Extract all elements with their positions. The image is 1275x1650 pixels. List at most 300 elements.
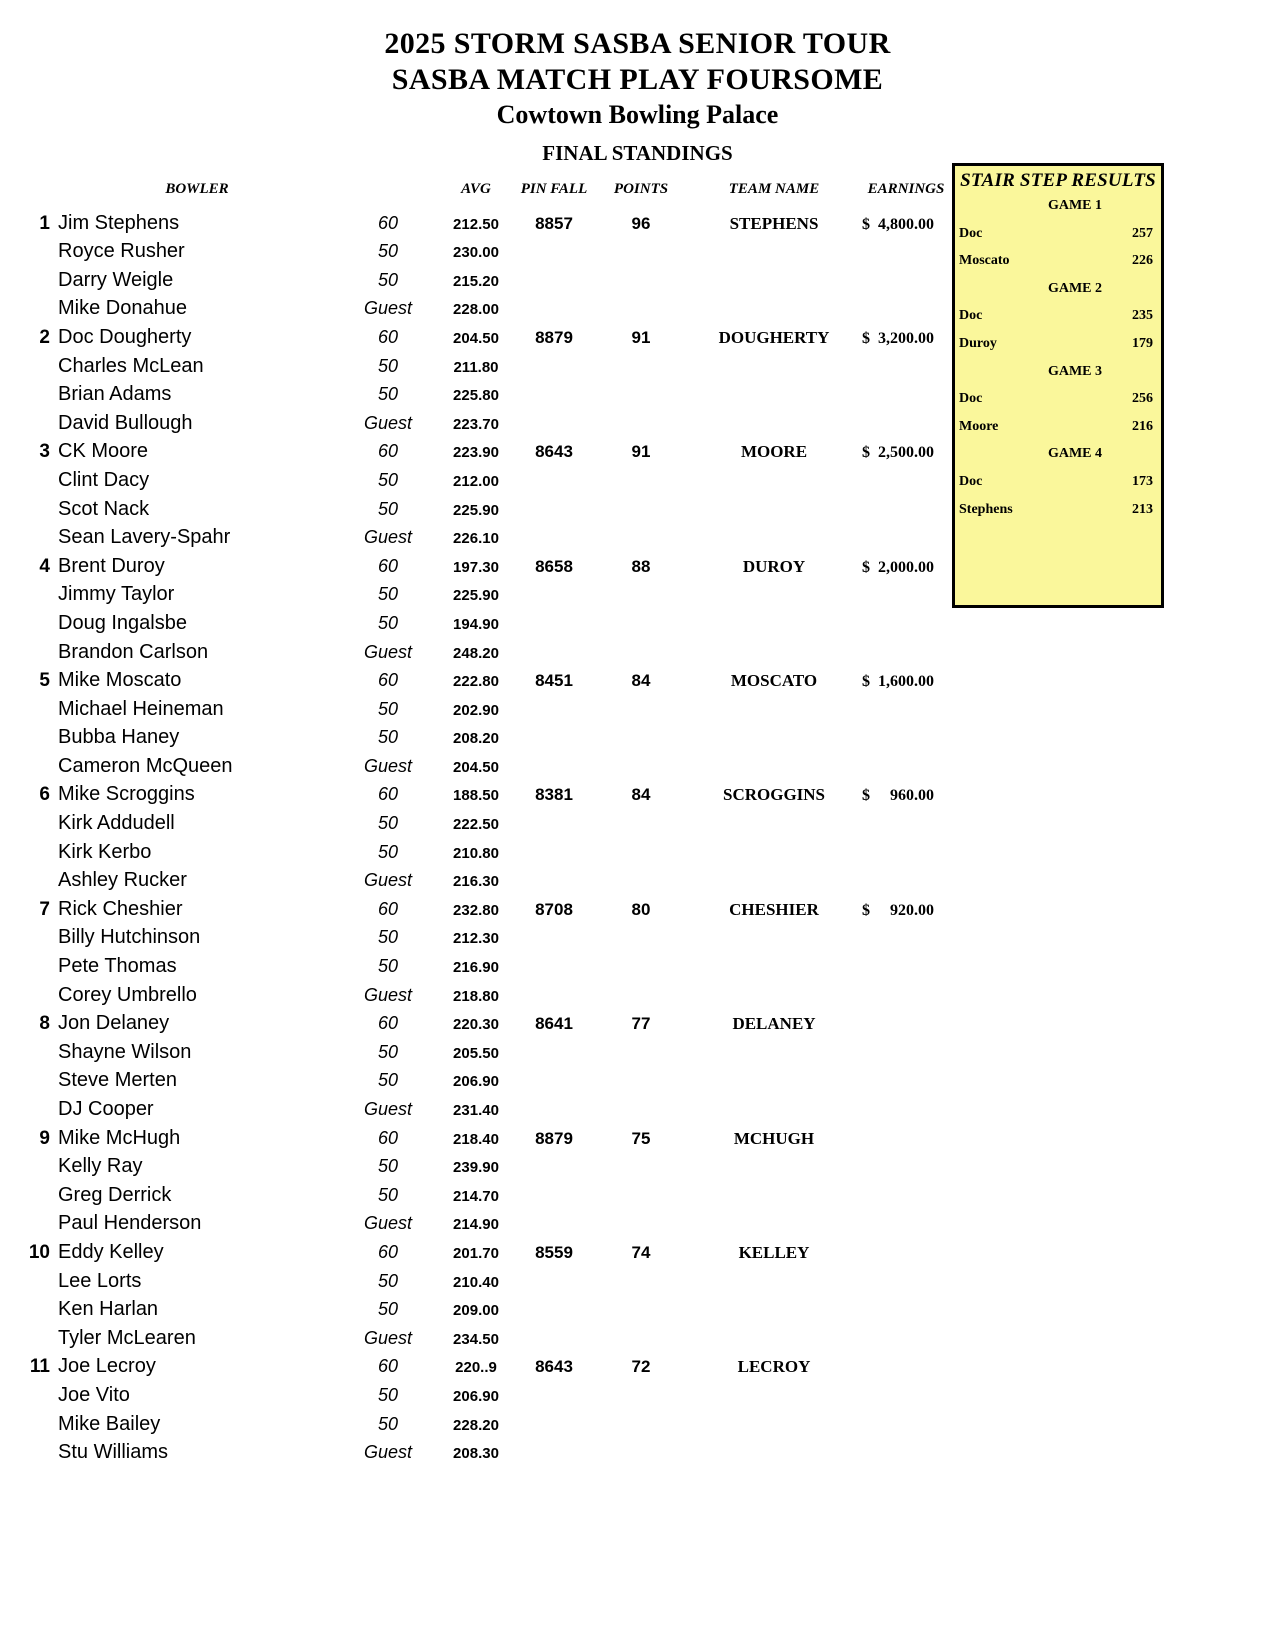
team-pin-fall: [512, 1325, 596, 1354]
stair-step-bowler-name: Duroy: [959, 335, 997, 351]
team-name: [686, 839, 862, 868]
team-points: [596, 953, 686, 982]
team-rank: [0, 953, 58, 982]
table-row: [0, 1210, 950, 1239]
bowler-type: 60: [377, 1241, 399, 1262]
bowler-average: 231.40: [453, 1102, 499, 1119]
team-points: [596, 1039, 686, 1068]
table-row: [0, 1039, 950, 1068]
bowler-average: 211.80: [453, 358, 499, 376]
bowler-average: 212.30: [453, 930, 499, 948]
team-earnings: [862, 810, 950, 839]
team-points: [596, 1325, 686, 1354]
team-earnings: [862, 410, 950, 439]
table-row: [0, 496, 950, 525]
table-row: [0, 1010, 950, 1039]
team-name: DOUGHERTY: [718, 327, 830, 347]
team-earnings: [862, 267, 950, 296]
table-row: [0, 1125, 950, 1154]
team-points: [596, 524, 686, 553]
team-points: [596, 1210, 686, 1239]
team-earnings: $ 1,600.00: [862, 673, 934, 691]
team-name: [686, 1268, 862, 1297]
team-earnings: [862, 524, 950, 553]
bowler-average: 225.80: [453, 387, 499, 405]
team-earnings: [862, 238, 950, 267]
team-points: [596, 1153, 686, 1182]
bowler-type: 50: [377, 956, 399, 977]
team-name: [686, 753, 862, 782]
bowler-type: 60: [377, 212, 399, 233]
table-row: [0, 953, 950, 982]
bowler-type: Guest: [363, 1442, 413, 1463]
table-row: [0, 353, 950, 382]
team-earnings: [862, 1268, 950, 1297]
bowler-name: Shayne Wilson: [58, 1040, 192, 1063]
bowler-name: Scot Nack: [58, 497, 150, 520]
team-name: KELLEY: [738, 1242, 810, 1262]
team-rank: [0, 724, 58, 753]
table-row: [0, 1067, 950, 1096]
team-points: [596, 410, 686, 439]
team-pin-fall: [512, 238, 596, 267]
bowler-type: 60: [377, 898, 399, 919]
bowler-average: 210.40: [453, 1273, 499, 1291]
team-points: [596, 753, 686, 782]
team-earnings: [862, 1325, 950, 1354]
team-earnings: [862, 839, 950, 868]
team-rank: [0, 524, 58, 553]
column-header-earnings: EARNINGS: [867, 181, 945, 197]
bowler-type: Guest: [363, 755, 413, 776]
team-points: 84: [631, 671, 651, 691]
team-name: [686, 810, 862, 839]
table-row: [0, 210, 950, 239]
team-rank: [0, 1325, 58, 1354]
team-pin-fall: [512, 381, 596, 410]
team-points: [596, 381, 686, 410]
team-rank: 1: [39, 212, 50, 234]
team-pin-fall: 8708: [535, 899, 573, 919]
table-row: [0, 1439, 950, 1468]
bowler-name: Doug Ingalsbe: [58, 611, 187, 634]
team-earnings: [862, 610, 950, 639]
bowler-average: 197.30: [453, 558, 499, 576]
team-points: 77: [631, 1014, 651, 1034]
table-row: [0, 267, 950, 296]
bowler-average: 202.90: [453, 701, 499, 719]
bowler-name: Cameron McQueen: [58, 754, 233, 777]
bowler-type: 50: [377, 1384, 399, 1405]
bowler-average: 209.00: [453, 1302, 499, 1320]
team-earnings: [862, 696, 950, 725]
column-header-points: POINTS: [613, 181, 669, 197]
bowler-type: 50: [377, 241, 399, 262]
team-rank: 8: [39, 1013, 50, 1035]
bowler-name: Ashley Rucker: [58, 869, 187, 892]
team-name: [686, 1096, 862, 1125]
stair-step-score: 235: [1132, 308, 1153, 324]
team-earnings: [862, 1296, 950, 1325]
team-rank: [0, 496, 58, 525]
bowler-type: Guest: [363, 1099, 413, 1119]
team-earnings: [862, 1010, 950, 1039]
bowler-average: 212.50: [453, 215, 499, 233]
bowler-name: Brent Duroy: [58, 554, 165, 577]
team-points: 80: [631, 899, 651, 919]
table-row: [0, 753, 950, 782]
team-earnings: [862, 1239, 950, 1268]
table-row: [0, 696, 950, 725]
table-row: [0, 1153, 950, 1182]
bowler-average: 188.50: [453, 787, 499, 805]
team-name: MCHUGH: [733, 1128, 815, 1148]
team-pin-fall: 8658: [535, 556, 573, 576]
stair-step-bowler-name: Stephens: [959, 501, 1013, 517]
team-pin-fall: [512, 524, 596, 553]
bowler-average: 218.80: [453, 987, 499, 1005]
team-rank: [0, 696, 58, 725]
team-rank: [0, 1096, 58, 1125]
team-pin-fall: [512, 810, 596, 839]
team-pin-fall: 8857: [535, 213, 573, 233]
team-earnings: $ 2,500.00: [862, 444, 934, 462]
bowler-average: 225.90: [453, 587, 499, 605]
team-pin-fall: [512, 1439, 596, 1468]
table-row: [0, 381, 950, 410]
team-rank: [0, 467, 58, 496]
team-pin-fall: [512, 1268, 596, 1297]
event-title: SASBA MATCH PLAY FOURSOME: [391, 63, 884, 96]
team-name: [686, 295, 862, 324]
stair-step-bowler-name: Doc: [959, 225, 983, 241]
team-pin-fall: [512, 724, 596, 753]
bowler-average: 205.50: [453, 1044, 499, 1062]
team-pin-fall: [512, 1096, 596, 1125]
team-pin-fall: 8451: [535, 671, 573, 691]
team-pin-fall: 8381: [535, 785, 573, 805]
table-row: [0, 724, 950, 753]
team-rank: 7: [39, 898, 50, 920]
team-points: 84: [631, 785, 651, 805]
team-rank: 4: [39, 555, 50, 577]
team-rank: [0, 839, 58, 868]
stair-step-row: [955, 247, 1161, 275]
team-points: [596, 839, 686, 868]
team-earnings: [862, 1096, 950, 1125]
bowler-name: Jon Delaney: [58, 1012, 170, 1035]
table-row: [0, 581, 950, 610]
column-header-pin-fall: PIN FALL: [520, 181, 588, 197]
team-pin-fall: [512, 1296, 596, 1325]
team-pin-fall: 8641: [535, 1014, 573, 1034]
bowler-name: Pete Thomas: [58, 955, 177, 978]
stair-step-score: 226: [1132, 253, 1153, 269]
bowler-name: Rick Cheshier: [58, 897, 183, 920]
team-earnings: [862, 1067, 950, 1096]
team-rank: 5: [39, 670, 50, 692]
bowler-type: 50: [377, 1413, 399, 1434]
team-points: 91: [631, 327, 651, 347]
bowler-type: 60: [377, 670, 399, 691]
bowler-average: 206.90: [453, 1387, 499, 1405]
table-row: [0, 1096, 950, 1125]
team-pin-fall: [512, 1382, 596, 1411]
team-rank: [0, 639, 58, 668]
stair-step-row: [955, 385, 1161, 413]
team-rank: [0, 1067, 58, 1096]
team-points: [596, 1296, 686, 1325]
bowler-type: Guest: [363, 984, 413, 1005]
bowler-average: 194.90: [453, 615, 499, 633]
team-name: [686, 696, 862, 725]
team-name: [686, 953, 862, 982]
bowler-name: Charles McLean: [58, 354, 204, 377]
team-name: [686, 1153, 862, 1182]
team-earnings: [862, 1182, 950, 1211]
team-name: [686, 581, 862, 610]
team-pin-fall: 8879: [535, 327, 573, 347]
bowler-name: Royce Rusher: [58, 240, 185, 263]
team-name: [686, 381, 862, 410]
table-row: [0, 839, 950, 868]
team-name: [686, 524, 862, 553]
bowler-type: 50: [377, 698, 399, 719]
stair-step-row: [955, 413, 1161, 441]
team-name: MOORE: [740, 442, 808, 462]
team-points: 91: [631, 442, 651, 462]
team-earnings: [862, 1125, 950, 1154]
team-pin-fall: [512, 581, 596, 610]
table-row: [0, 410, 950, 439]
team-name: [686, 467, 862, 496]
table-row: [0, 982, 950, 1011]
team-points: [596, 1382, 686, 1411]
team-name: [686, 1067, 862, 1096]
bowler-name: Lee Lorts: [58, 1269, 142, 1292]
bowler-average: 218.40: [453, 1130, 499, 1148]
table-row: [0, 1239, 950, 1268]
table-row: [0, 295, 950, 324]
bowler-average: 223.90: [453, 444, 499, 462]
team-points: [596, 724, 686, 753]
bowler-type: 60: [377, 1127, 399, 1148]
team-name: [686, 496, 862, 525]
team-points: [596, 924, 686, 953]
team-points: 72: [631, 1357, 651, 1377]
bowler-name: Billy Hutchinson: [58, 926, 201, 949]
team-pin-fall: [512, 295, 596, 324]
bowler-type: 60: [377, 1356, 399, 1377]
team-name: [686, 353, 862, 382]
bowler-type: Guest: [363, 641, 413, 662]
team-points: [596, 581, 686, 610]
team-name: [686, 1296, 862, 1325]
table-row: [0, 781, 950, 810]
table-row: [0, 810, 950, 839]
team-pin-fall: 8559: [535, 1242, 573, 1262]
bowler-name: DJ Cooper: [58, 1098, 154, 1120]
team-points: [596, 1096, 686, 1125]
team-points: [596, 1268, 686, 1297]
team-pin-fall: [512, 1210, 596, 1239]
table-row: [0, 610, 950, 639]
team-points: [596, 1182, 686, 1211]
bowler-average: 228.20: [453, 1416, 499, 1434]
team-earnings: $ 4,800.00: [862, 215, 934, 233]
team-name: [686, 1411, 862, 1440]
bowler-name: Bubba Haney: [58, 726, 180, 749]
team-rank: 9: [39, 1127, 50, 1149]
team-rank: [0, 924, 58, 953]
bowler-type: 50: [377, 384, 399, 405]
bowler-type: 60: [377, 1013, 399, 1034]
tour-title: 2025 STORM SASBA SENIOR TOUR: [384, 27, 891, 60]
team-pin-fall: [512, 496, 596, 525]
bowler-type: 50: [377, 584, 399, 605]
team-pin-fall: [512, 867, 596, 896]
bowler-average: 222.50: [453, 816, 499, 834]
team-name: [686, 724, 862, 753]
bowler-average: 206.90: [453, 1073, 499, 1091]
bowler-name: Sean Lavery-Spahr: [58, 526, 231, 549]
team-earnings: [862, 953, 950, 982]
team-points: [596, 867, 686, 896]
bowler-name: Mike Bailey: [58, 1412, 161, 1435]
bowler-type: Guest: [363, 1213, 413, 1234]
stair-step-bowler-name: Moore: [959, 418, 999, 434]
team-points: [596, 1439, 686, 1468]
team-rank: [0, 1268, 58, 1297]
team-earnings: [862, 867, 950, 896]
team-pin-fall: [512, 1067, 596, 1096]
table-row: [0, 1353, 950, 1382]
bowler-name: Joe Lecroy: [58, 1355, 156, 1378]
team-points: [596, 1411, 686, 1440]
team-rank: [0, 1382, 58, 1411]
team-name: [686, 982, 862, 1011]
team-earnings: [862, 353, 950, 382]
team-name: DUROY: [742, 556, 806, 576]
team-rank: [0, 610, 58, 639]
team-pin-fall: [512, 410, 596, 439]
team-points: [596, 496, 686, 525]
bowler-name: Jim Stephens: [58, 211, 180, 234]
stair-step-score: 213: [1132, 501, 1153, 517]
team-earnings: [862, 1439, 950, 1468]
bowler-name: Ken Harlan: [58, 1298, 159, 1321]
team-name: CHESHIER: [729, 899, 819, 919]
team-rank: [0, 810, 58, 839]
table-row: [0, 667, 950, 696]
team-pin-fall: [512, 353, 596, 382]
team-earnings: $ 920.00: [862, 901, 934, 919]
team-points: 96: [631, 213, 651, 233]
column-header-rank: [0, 176, 58, 210]
team-rank: [0, 410, 58, 439]
team-pin-fall: [512, 1039, 596, 1068]
team-points: [596, 1067, 686, 1096]
team-name: DELANEY: [732, 1014, 816, 1034]
bowler-average: 216.90: [453, 959, 499, 977]
bowler-name: Kirk Kerbo: [58, 840, 152, 863]
team-points: [596, 639, 686, 668]
stair-step-bowler-name: Doc: [959, 308, 983, 324]
team-pin-fall: 8879: [535, 1128, 573, 1148]
team-pin-fall: [512, 696, 596, 725]
bowler-name: Kirk Addudell: [58, 812, 175, 835]
team-points: 74: [631, 1242, 651, 1262]
bowler-type: 50: [377, 1184, 399, 1205]
bowler-average: 223.70: [453, 415, 499, 433]
team-name: [686, 1439, 862, 1468]
team-earnings: [862, 581, 950, 610]
team-name: [686, 867, 862, 896]
team-pin-fall: 8643: [535, 442, 573, 462]
bowler-average: 204.50: [453, 329, 499, 347]
team-pin-fall: [512, 267, 596, 296]
team-rank: [0, 267, 58, 296]
table-row: [0, 1182, 950, 1211]
venue-title: Cowtown Bowling Palace: [496, 100, 779, 129]
stair-step-results-panel: [952, 163, 1164, 608]
bowler-name: Joe Vito: [58, 1383, 130, 1406]
bowler-type: 50: [377, 355, 399, 376]
stair-step-game-label: GAME 4: [1047, 446, 1103, 462]
bowler-average: 226.10: [453, 530, 499, 548]
team-rank: [0, 1296, 58, 1325]
team-pin-fall: [512, 982, 596, 1011]
bowler-average: 214.70: [453, 1187, 499, 1205]
bowler-name: CK Moore: [58, 440, 149, 463]
table-row: [0, 896, 950, 925]
team-rank: [0, 1411, 58, 1440]
team-pin-fall: [512, 953, 596, 982]
stair-step-score: 257: [1132, 225, 1153, 241]
stair-step-title: STAIR STEP RESULTS: [960, 170, 1156, 191]
team-rank: 6: [39, 784, 50, 806]
team-rank: [0, 381, 58, 410]
stair-step-bowler-name: Doc: [959, 473, 983, 489]
stair-step-game-label: GAME 2: [1047, 280, 1103, 296]
team-pin-fall: [512, 924, 596, 953]
bowler-type: 50: [377, 1041, 399, 1062]
team-points: [596, 610, 686, 639]
bowler-average: 228.00: [453, 301, 499, 319]
team-earnings: [862, 295, 950, 324]
bowler-average: 220..9: [455, 1359, 497, 1377]
bowler-average: 208.20: [453, 730, 499, 748]
team-pin-fall: [512, 839, 596, 868]
bowler-average: 216.30: [453, 873, 499, 891]
team-name: [686, 1210, 862, 1239]
team-points: 75: [631, 1128, 651, 1148]
team-rank: 11: [29, 1356, 50, 1378]
team-rank: [0, 1153, 58, 1182]
bowler-type: 50: [377, 469, 399, 490]
bowler-name: Darry Weigle: [58, 268, 174, 291]
team-earnings: [862, 924, 950, 953]
team-rank: [0, 753, 58, 782]
team-rank: 2: [39, 326, 50, 348]
team-earnings: [862, 1353, 950, 1382]
bowler-average: 208.30: [453, 1445, 499, 1463]
bowler-name: Mike McHugh: [58, 1126, 181, 1149]
team-rank: [0, 1039, 58, 1068]
team-rank: [0, 1439, 58, 1468]
bowler-average: 210.80: [453, 844, 499, 862]
team-name: [686, 639, 862, 668]
